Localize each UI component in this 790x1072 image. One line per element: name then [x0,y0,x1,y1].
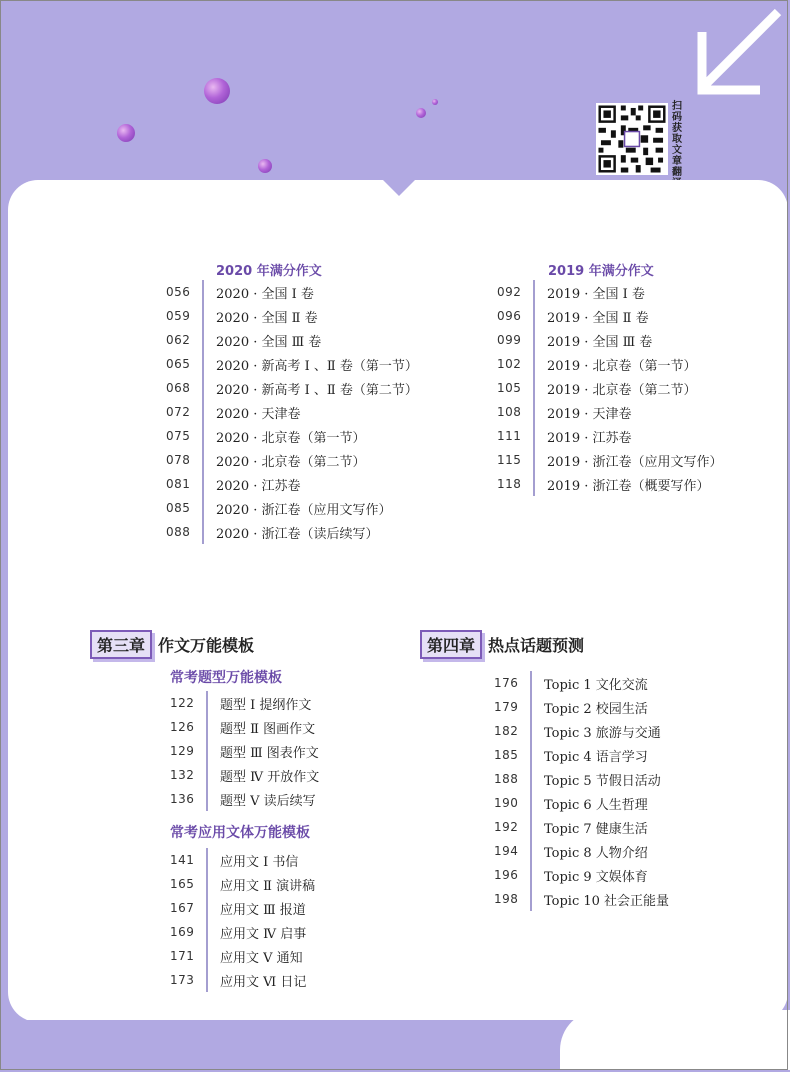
page-number: 141 [170,853,195,867]
entry-label: Topic 7 健康生活 [544,821,648,837]
entry-label: 2020 · 江苏卷 [216,478,301,494]
page-number: 056 [166,285,191,299]
page-number: 065 [166,357,191,371]
entry-label: Topic 6 人生哲理 [544,797,648,813]
entry-label: 2020 · 新高考 Ⅰ 、Ⅱ 卷（第二节） [216,382,418,398]
entry-label: 应用文 Ⅵ 日记 [220,974,307,990]
page-number: 111 [497,429,522,443]
entry-label: 2019 · 全国 Ⅲ 卷 [547,334,653,350]
page-number: 075 [166,429,191,443]
chapter-3-sub2-title: 常考应用文体万能模板 [170,825,310,841]
entry-label: 2019 · 天津卷 [547,406,632,422]
page-number: 081 [166,477,191,491]
page-number: 171 [170,949,195,963]
entry-label: Topic 4 语言学习 [544,749,648,765]
page-number: 059 [166,309,191,323]
entry-label: Topic 2 校园生活 [544,701,648,717]
chapter-3-sub1-title: 常考题型万能模板 [170,670,282,686]
page-number: 105 [497,381,522,395]
page-number: 173 [170,973,195,987]
page-number: 115 [497,453,522,467]
entry-label: 2020 · 新高考 Ⅰ 、Ⅱ 卷（第一节） [216,358,418,374]
section-2020-title: 2020 年满分作文 [216,264,322,279]
page-number: 194 [494,844,519,858]
entry-label: 2019 · 北京卷（第一节） [547,358,697,374]
entry-label: Topic 1 文化交流 [544,677,648,693]
entry-label: Topic 5 节假日活动 [544,773,661,789]
page-number: 167 [170,901,195,915]
page-number: 085 [166,501,191,515]
entry-label: 2019 · 江苏卷 [547,430,632,446]
page-number: 190 [494,796,519,810]
entry-label: 题型 Ⅱ 图画作文 [220,721,316,737]
page-number: 165 [170,877,195,891]
entry-label: 应用文 Ⅳ 启事 [220,926,307,942]
qr-caption: 扫码获取文章翻 [672,101,682,178]
entry-label: 2020 · 全国 Ⅲ 卷 [216,334,322,350]
entry-label: 2019 · 北京卷（第二节） [547,382,697,398]
page-number: 198 [494,892,519,906]
entry-label: 2019 · 浙江卷（概要写作） [547,478,710,494]
entry-label: Topic 3 旅游与交通 [544,725,661,741]
entry-label: 2019 · 全国 Ⅱ 卷 [547,310,649,326]
entry-label: Topic 10 社会正能量 [544,893,670,909]
page-number: 092 [497,285,522,299]
page-number: 068 [166,381,191,395]
page-number: 126 [170,720,195,734]
entry-label: 2020 · 北京卷（第二节） [216,454,366,470]
entry-label: 应用文 Ⅰ 书信 [220,854,299,870]
page-number: 096 [497,309,522,323]
page-number: 062 [166,333,191,347]
entry-label: 题型 Ⅲ 图表作文 [220,745,319,761]
entry-label: 2020 · 北京卷（第一节） [216,430,366,446]
entry-label: 2020 · 全国 Ⅱ 卷 [216,310,318,326]
chapter-4-title: 热点话题预测 [488,636,585,655]
entry-label: 应用文 Ⅴ 通知 [220,950,303,966]
page-number: 192 [494,820,519,834]
page-number: 078 [166,453,191,467]
entry-label: 题型 Ⅳ 开放作文 [220,769,320,785]
page-number: 072 [166,405,191,419]
chapter-4-number: 第四章 [420,630,482,659]
entry-label: 应用文 Ⅲ 报道 [220,902,306,918]
entry-label: Topic 8 人物介绍 [544,845,648,861]
page-number: 088 [166,525,191,539]
page-number: 182 [494,724,519,738]
page-number: 132 [170,768,195,782]
page-number: 176 [494,676,519,690]
section-2019-title: 2019 年满分作文 [548,264,654,279]
page-number: 136 [170,792,195,806]
chapter-3-number: 第三章 [90,630,152,659]
page-number: 169 [170,925,195,939]
page-number: 188 [494,772,519,786]
page-number: 185 [494,748,519,762]
entry-label: 2020 · 全国 Ⅰ 卷 [216,286,314,302]
page-number: 118 [497,477,522,491]
entry-label: 题型 Ⅰ 提纲作文 [220,697,312,713]
chapter-3-title: 作文万能模板 [158,636,255,655]
entry-label: Topic 9 文娱体育 [544,869,648,885]
page-number: 122 [170,696,195,710]
entry-label: 2020 · 天津卷 [216,406,301,422]
entry-label: 2020 · 浙江卷（读后续写） [216,526,379,542]
page-number: 108 [497,405,522,419]
page-number: 179 [494,700,519,714]
entry-label: 应用文 Ⅱ 演讲稿 [220,878,316,894]
page-number: 102 [497,357,522,371]
entry-label: 2019 · 全国 Ⅰ 卷 [547,286,645,302]
page-number: 196 [494,868,519,882]
page-number: 099 [497,333,522,347]
page-number: 129 [170,744,195,758]
entry-label: 2020 · 浙江卷（应用文写作） [216,502,392,518]
entry-label: 2019 · 浙江卷（应用文写作） [547,454,723,470]
entry-label: 题型 Ⅴ 读后续写 [220,793,316,809]
